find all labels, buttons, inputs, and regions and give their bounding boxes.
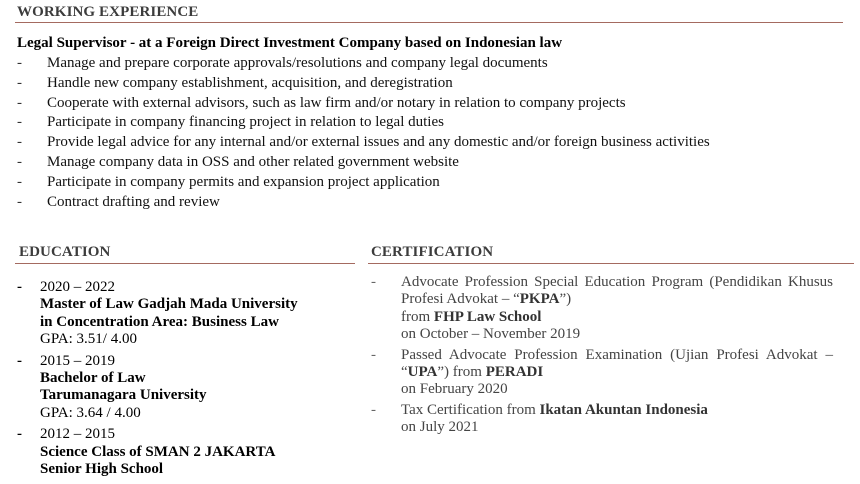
education-degree: Master of Law Gadjah Mada University: [40, 296, 298, 313]
education-gpa: GPA: 3.51/ 4.00: [40, 331, 137, 348]
certification-list: [371, 274, 833, 440]
education-detail: in Concentration Area: Business Law: [40, 313, 279, 330]
duties-list: [17, 54, 710, 212]
section-divider: [15, 263, 355, 264]
list-item: - Participate in company permits and expansion project application: [17, 173, 710, 193]
certification-issuer: PERADI: [485, 364, 544, 381]
education-gpa: GPA: 3.64 / 4.00: [40, 404, 141, 421]
dash-bullet-icon: -: [17, 114, 22, 131]
certification-issuer: Ikatan Akuntan Indonesia: [539, 401, 708, 418]
certification-issuer: FHP Law School: [433, 308, 542, 325]
list-item: - Handle new company establishment, acquisition, and deregistration: [17, 74, 710, 94]
list-item: - Contract drafting and review: [17, 193, 710, 213]
dash-bullet-icon: -: [371, 274, 376, 290]
dash-bullet-icon: -: [371, 401, 376, 418]
certification-date: on July 2021: [401, 419, 479, 436]
certification-date: on October – November 2019: [401, 326, 581, 343]
dash-bullet-icon: -: [17, 193, 22, 210]
dash-bullet-icon: -: [17, 55, 22, 71]
education-years: 2012 – 2015: [40, 426, 115, 443]
job-title: Legal Supervisor - at a Foreign Direct Investment Company based on Indonesian law: [17, 35, 563, 51]
certification-issuer-line: from FHP Law School: [401, 308, 542, 325]
education-years: 2020 – 2022: [40, 279, 115, 295]
dash-bullet-icon: -: [17, 352, 22, 369]
education-detail: Tarumanagara University: [40, 387, 207, 404]
section-divider: [15, 22, 843, 23]
education-item: [17, 279, 347, 349]
dash-bullet-icon: -: [17, 134, 22, 151]
education-degree: Science Class of SMAN 2 JAKARTA: [40, 443, 276, 460]
dash-bullet-icon: -: [371, 346, 376, 363]
section-divider: [368, 263, 854, 264]
certification-title: Advocate Profession Special Education Program (Pendidikan Khusus Profesi Advokat – “PKPA”): [401, 274, 833, 308]
certification-title: Passed Advocate Profession Examination (Ujian Profesi Advokat – “UPA”) from PERADI: [401, 346, 833, 381]
list-item: - Manage company data in OSS and other related government website: [17, 153, 710, 173]
list-item: - Cooperate with external advisors, such as law firm and/or notary in relation to company projects: [17, 94, 710, 114]
education-item: [17, 353, 347, 423]
list-item: - Provide legal advice for any internal and/or external issues and any domestic and/or foreign business activities: [17, 133, 710, 153]
education-years: 2015 – 2019: [40, 352, 115, 369]
education-heading: EDUCATION: [19, 244, 111, 260]
education-degree: Bachelor of Law: [40, 370, 146, 387]
certification-title: Tax Certification from Ikatan Akuntan Indonesia: [401, 401, 708, 418]
education-item: [17, 426, 347, 478]
working-experience-heading: WORKING EXPERIENCE: [17, 4, 199, 20]
education-list: [17, 279, 347, 482]
list-item: - Participate in company financing project in relation to legal duties: [17, 113, 710, 133]
dash-bullet-icon: -: [17, 74, 22, 91]
certification-item: [371, 347, 833, 399]
certification-item: [371, 402, 833, 437]
list-item: - Manage and prepare corporate approvals/resolutions and company legal documents: [17, 54, 710, 74]
dash-bullet-icon: -: [17, 153, 22, 170]
certification-date: on February 2020: [401, 381, 508, 398]
certification-item: [371, 274, 833, 344]
certification-heading: CERTIFICATION: [371, 244, 494, 260]
dash-bullet-icon: -: [17, 94, 22, 111]
dash-bullet-icon: -: [17, 426, 22, 443]
dash-bullet-icon: -: [17, 173, 22, 190]
education-detail: Senior High School: [40, 461, 164, 478]
dash-bullet-icon: -: [17, 279, 22, 295]
